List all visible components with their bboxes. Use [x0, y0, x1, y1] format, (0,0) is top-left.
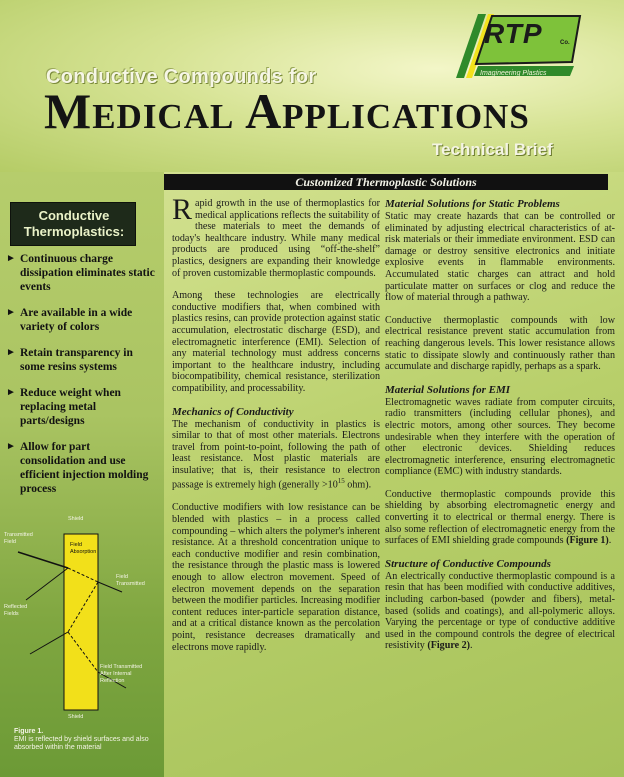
benefits-list [6, 252, 156, 508]
bullet-icon: ► [6, 307, 16, 318]
intro-paragraph: Rapid growth in the use of thermoplastics for medical applications reflects the suitability of these materials to meet the demands of today's healthcare industry. While many medical products are produced using “off-the-shelf” plastics, designers are expanding their knowledge of proven customizable thermoplastic compounds. [172, 193, 380, 279]
section-heading-static: Material Solutions for Static Problems [385, 198, 560, 210]
paragraph: Conductive thermoplastic compounds with low electrical resistance prevent static accumulation from reaching dangerous levels. This lower resistance allows static to dissipate slowly and continuously rather than accumulate and discharge rapidly, perhaps as a spark. [385, 314, 615, 373]
banner-title: Customized Thermoplastic Solutions [295, 175, 477, 189]
section-banner [164, 174, 608, 190]
figure-caption [14, 728, 162, 752]
paragraph: The mechanism of conductivity in plastics is similar to that of most other materials. Electrons travel from point-to-point, following the path of least resistance. Most plastic materials are insulative; that is, their resistance to electron passage is extremely high (generally $>10^{15}$ ohm). [172, 418, 380, 491]
header [0, 0, 624, 172]
text-column-2 [385, 198, 615, 663]
logo-co: Co. [560, 40, 570, 46]
list-item: ► Reduce weight when replacing metal parts/designs [6, 387, 121, 427]
shield-bottom-label: Shield [68, 714, 84, 720]
paragraph: An electrically conductive thermoplastic compound is a resin that has been modified with conductive additives, including carbon-based (powder and fibers), metal-based (solids and coatings), and all-polymeric alloys. Varying the percentage or type of conductive additive used in the compound controls the degree of electrical resistivity (Figure 2). [385, 570, 615, 652]
field-transmitted-label: Field Transmitted [116, 574, 145, 587]
page-title: Medical Applications [44, 83, 530, 139]
list-item: ► Allow for part consolidation and use efficient injection molding process [6, 441, 149, 495]
bullet-icon: ► [6, 347, 16, 358]
technical-brief-label: Technical Brief [432, 140, 553, 159]
section-heading-structure: Structure of Conductive Compounds [385, 557, 551, 570]
drop-cap: R [172, 193, 193, 226]
logo-tagline: Imagineering Plastics [480, 70, 547, 77]
list-item: ► Are available in a wide variety of colors [6, 307, 133, 333]
list-item: ► Continuous charge dissipation eliminates static events [6, 253, 155, 293]
paragraph: Static may create hazards that can be controlled or eliminated by adjusting electrical characteristics of at-risk materials or their immediate environment. ESD can damage or destroy sensitive electronics and initiate explosive events in flammable environments. Accumulated static charges can attract and hold particulate matter on surfaces or clog and reduce the flow of material through a pathway. [385, 211, 615, 304]
paragraph: Conductive thermoplastic compounds provide this shielding by absorbing electromagnetic energy and converting it to electrical or thermal energy. There is also some reflection of electromagnetic energy from the surfaces of EMI shielding grade compounds (Figure 1). [385, 488, 615, 547]
caption-title: Figure 1. [14, 728, 44, 735]
bullet-icon: ► [6, 253, 16, 264]
after-internal-reflection-label: Field Transmitted After Internal Reflection [100, 664, 143, 684]
paragraph: Conductive modifiers with low resistance can be blended with plastics – in a process called compounding – which alters the polymer's inherent resistance. At a threshold concentration unique to each conductive modifier and resin combination, the resistance through the plastic mass is lowered enough to allow electron movement. Speed of electron movement depends on the separation between the modifier particles. Increasing modifier content reduces inter-particle separation distance, and at a critical distance known as the percolation point, resistance decreases dramatically and electrons move rapidly. [172, 502, 380, 653]
list-item: ► Retain transparency in some resins systems [6, 347, 133, 373]
section-heading-mechanics: Mechanics of Conductivity [172, 405, 294, 418]
logo-name: RTP [484, 18, 543, 49]
rtp-logo [448, 6, 588, 86]
reflected-fields-label: Reflected Fields [4, 604, 28, 617]
caption-text: EMI is reflected by shield surfaces and also absorbed within the material [14, 736, 149, 751]
sidebar-title: Conductive Thermoplastics: [23, 208, 125, 239]
bullet-icon: ► [6, 441, 16, 452]
text-column-1 [172, 193, 380, 664]
paragraph: Among these technologies are electrically conductive modifiers that, when combined with plastics resins, can provide protection against static accumulation, electrostatic discharge (ESD), and electromagnetic interference (EMI). Selection of any material technology must address concerns important to the healthcare industry, including biocompatibility, chemical resistance, sterilization compatibility, and processability. [172, 290, 380, 394]
emi-shield-diagram [4, 512, 162, 726]
page-subtitle: Conductive Compounds for [46, 66, 317, 88]
bullet-icon: ► [6, 387, 16, 398]
field-absorption-label: Field Absorption [70, 542, 97, 555]
paragraph: Electromagnetic waves radiate from computer circuits, radio transmitters (including cellular phones), and electric motors, among other sources. They become undesirable when they interfere with the operation of other electronic devices. Shielding reduces electromagnetic interference, ensuring electromagnetic compliance (EMC) with industry standards. [385, 396, 615, 478]
shield-top-label: Shield [68, 516, 84, 522]
section-heading-emi: Material Solutions for EMI [385, 383, 511, 396]
sidebar-title-box [10, 202, 136, 246]
transmitted-field-label: Transmitted Field [4, 532, 33, 545]
